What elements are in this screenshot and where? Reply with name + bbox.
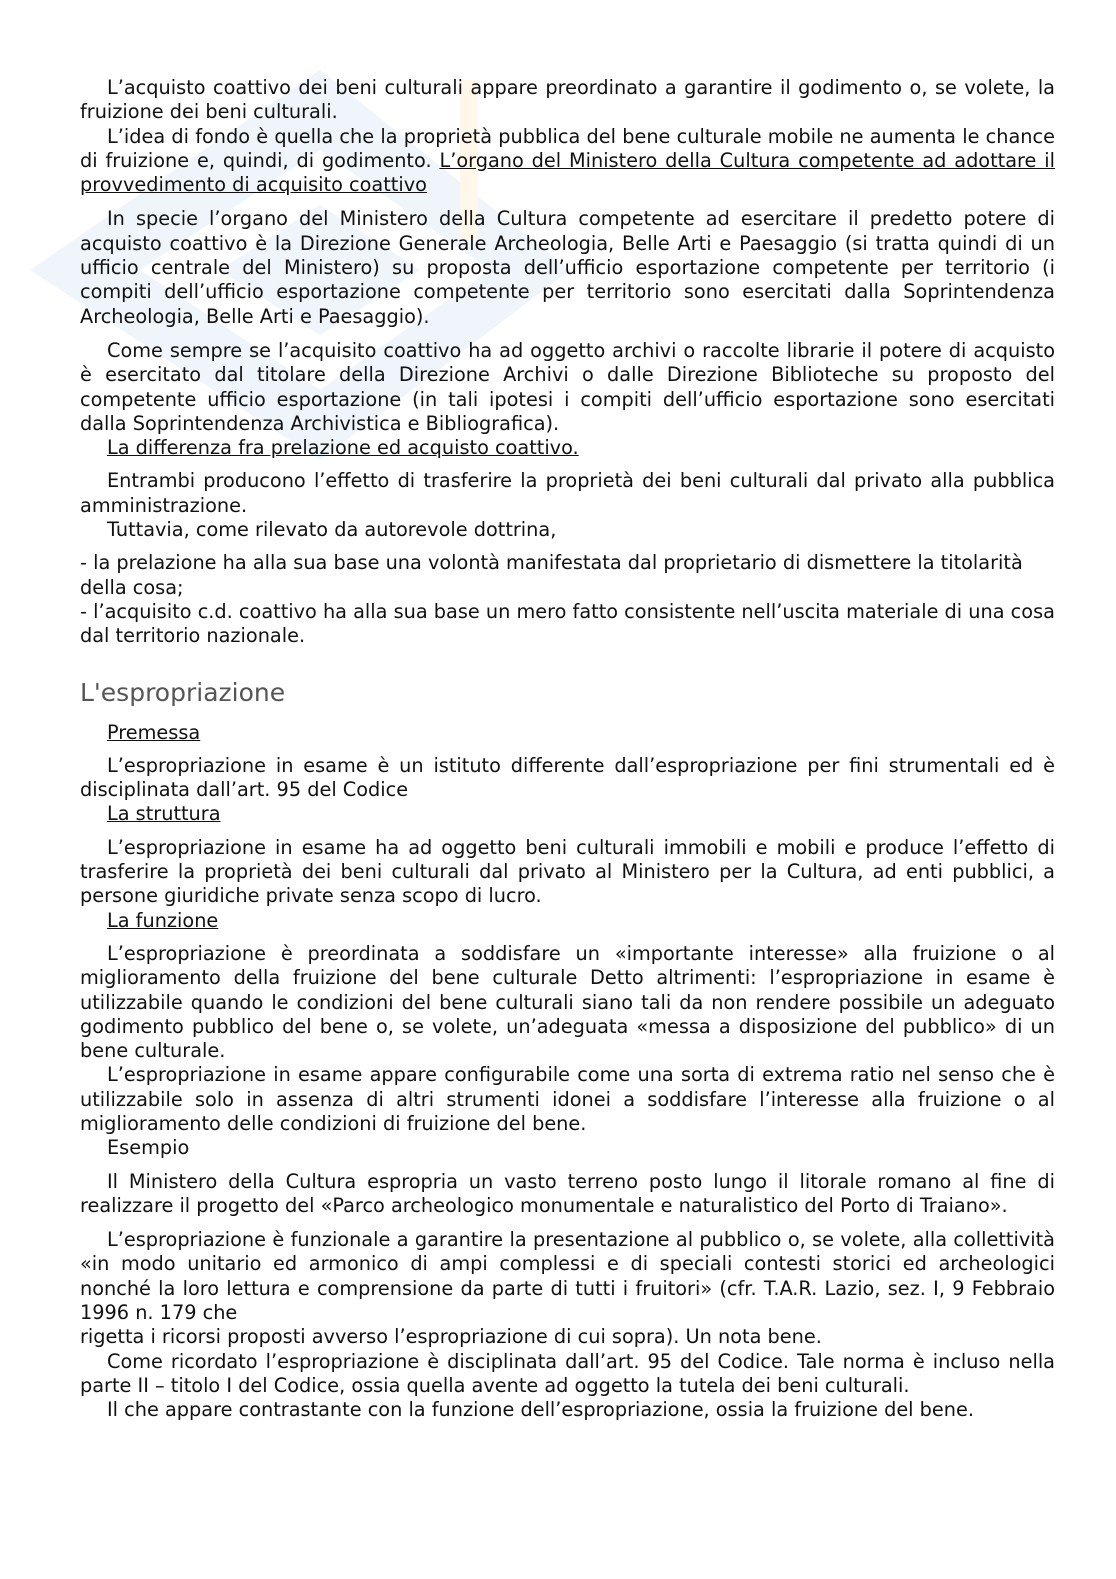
subheading-struttura: La struttura <box>107 802 221 826</box>
section-heading: L'espropriazione <box>80 677 286 707</box>
paragraph: rigetta i ricorsi proposti avverso l’espropriazione di cui sopra). Un nota bene. <box>80 1325 822 1349</box>
paragraph: Entrambi producono l’effetto di trasferire la proprietà dei beni culturali dal privato alla pubblica amministrazione. <box>80 469 1055 517</box>
subheading-funzione: La funzione <box>107 908 219 932</box>
paragraph: L’espropriazione in esame appare configurabile come una sorta di extrema ratio nel senso che è utilizzabile solo in assenza di altri strumenti idonei a soddisfare l’interesse alla fruizione o al miglioramento delle condizioni di fruizione del bene. <box>80 1063 1055 1135</box>
paragraph: Il Ministero della Cultura espropria un vasto terreno posto lungo il litorale romano al fine di realizzare il progetto del «Parco archeologico monumentale e naturalistico del Porto di Traiano». <box>80 1169 1055 1217</box>
paragraph: In specie l’organo del Ministero della Cultura competente ad esercitare il predetto potere di acquisto coattivo è la Direzione Generale Archeologia, Belle Arti e Paesaggio (si tratta quindi di un ufficio centrale del Ministero) su proposta dell’ufficio esportazione competente per territorio (i compiti dell’ufficio esportazione competente per territorio sono esercitati dalla Soprintendenza Archeologia, Belle Arti e Paesaggio). <box>80 207 1055 328</box>
list-item: - la prelazione ha alla sua base una volontà manifestata dal proprietario di dismettere la titolarità della cosa; <box>80 551 1023 599</box>
paragraph: Il che appare contrastante con la funzione dell’espropriazione, ossia la fruizione del bene. <box>107 1398 974 1422</box>
paragraph <box>80 125 1055 198</box>
paragraph: Come sempre se l’acquisito coattivo ha ad oggetto archivi o raccolte librarie il potere di acquisto è esercitato dal titolare della Direzione Archivi o dalle Direzione Biblioteche su proposto del competente ufficio esportazione (in tali ipotesi i compiti dell’ufficio esportazione sono esercitati dalla Soprintendenza Archivistica e Bibliografica). <box>80 338 1055 435</box>
document-page <box>80 76 1055 1423</box>
paragraph: L’acquisto coattivo dei beni culturali appare preordinato a garantire il godimento o, se volete, la fruizione dei beni culturali. <box>80 76 1055 124</box>
list-item: - l’acquisito c.d. coattivo ha alla sua base un mero fatto consistente nell’uscita materiale di una cosa dal territorio nazionale. <box>80 599 1055 648</box>
paragraph: Come ricordato l’espropriazione è disciplinata dall’art. 95 del Codice. Tale norma è incluso nella parte II – titolo I del Codice, ossia quella avente ad oggetto la tutela dei beni culturali. <box>80 1349 1055 1397</box>
paragraph: L’espropriazione in esame ha ad oggetto beni culturali immobili e mobili e produce l’effetto di trasferire la proprietà dei beni culturali dal privato al Ministero per la Cultura, ad enti pubblici, a persone giuridiche private senza scopo di lucro. <box>80 835 1055 908</box>
paragraph: L’espropriazione è funzionale a garantire la presentazione al pubblico o, se volete, alla collettività «in modo unitario ed armonico di ampi complessi e di speciali contesti storici ed archeologici nonché la loro lettura e comprensione da parte di tutti i fruitori» (cfr. T.A.R. Lazio, sez. I, 9 Febbraio 1996 n. 179 che <box>80 1228 1055 1325</box>
subheading-premessa: Premessa <box>107 720 201 744</box>
underlined-heading: L’organo del Ministero della Cultura competente ad adottare il provvedimento di acquisito coattivo <box>80 148 1055 197</box>
paragraph: L’espropriazione in esame è un istituto differente dall’espropriazione per fini strumentali ed è disciplinata dall’art. 95 del Codice <box>80 753 1055 802</box>
subheading: La differenza fra prelazione ed acquisto coattivo. <box>107 436 579 460</box>
paragraph: Tuttavia, come rilevato da autorevole dottrina, <box>107 518 557 542</box>
subheading-esempio: Esempio <box>107 1136 190 1160</box>
paragraph-text: L’idea di fondo è quella che la proprietà pubblica del bene culturale mobile ne aumenta le chance di fruizione e, quindi, di godimento. <box>80 124 1055 172</box>
paragraph: L’espropriazione è preordinata a soddisfare un «importante interesse» alla fruizione o al miglioramento della fruizione del bene culturale Detto altrimenti: l’espropriazione in esame è utilizzabile quando le condizioni del bene culturali siano tali da non rendere possibile un adeguato godimento pubblico del bene o, se volete, un’adeguata «messa a disposizione del pubblico» di un bene culturale. <box>80 941 1055 1063</box>
